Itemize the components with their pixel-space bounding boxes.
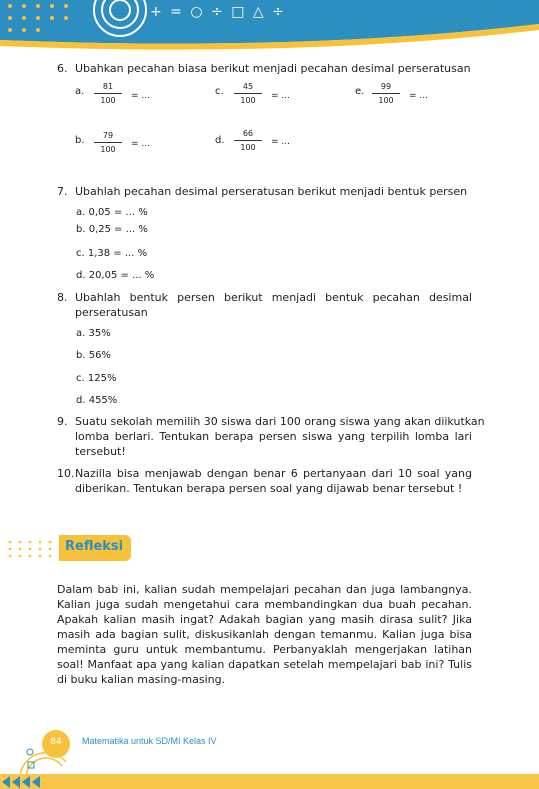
- question-text-line2: lomba berlari. Tentukan berapa persen siswa yang terpilih lomba lari: [75, 430, 472, 443]
- question-text-line3: tersebut!: [75, 445, 126, 458]
- numerator: 66: [242, 129, 254, 138]
- fraction: [94, 131, 122, 154]
- option-label: c.: [215, 86, 224, 97]
- question-number: 8.: [57, 291, 68, 304]
- list-item: b. 56%: [76, 350, 111, 361]
- list-item: a. 0,05 = ... %: [76, 207, 148, 218]
- fraction: [234, 129, 262, 152]
- option-label: a.: [75, 86, 85, 97]
- numerator: 99: [380, 82, 392, 91]
- section-title: Refleksi: [65, 539, 124, 554]
- question-10: [57, 466, 472, 498]
- header-symbols: + = ○ ÷ □ △ ÷: [150, 4, 286, 20]
- fraction: [94, 82, 122, 105]
- question-number: 9.: [57, 415, 68, 428]
- fraction: [234, 82, 262, 105]
- list-item: c. 1,38 = ... %: [76, 248, 148, 259]
- equals-blank: = ...: [131, 139, 150, 149]
- question-number: 10.: [57, 467, 75, 480]
- section-heading: [59, 535, 131, 561]
- fraction: [372, 82, 400, 105]
- question-text: Ubahkan pecahan biasa berikut menjadi pecahan desimal perseratusan: [75, 62, 471, 75]
- question-9: [57, 414, 485, 460]
- list-item: d. 455%: [76, 395, 118, 406]
- numerator: 81: [102, 82, 114, 91]
- question-number: 6.: [57, 62, 68, 75]
- option-label: b.: [75, 135, 85, 146]
- question-number: 7.: [57, 185, 68, 198]
- dot-pattern: [6, 538, 56, 560]
- list-item: c. 125%: [76, 373, 117, 384]
- question-text-line1: Nazilla bisa menjawab dengan benar 6 pertanyaan dari 10 soal yang: [75, 467, 472, 480]
- option-label: d.: [215, 135, 225, 146]
- header-decoration: [0, 0, 539, 50]
- page-number: 84: [50, 737, 62, 747]
- list-item: d. 20,05 = ... %: [76, 270, 155, 281]
- denominator: 100: [240, 143, 256, 152]
- numerator: 45: [242, 82, 254, 91]
- numerator: 79: [102, 131, 114, 140]
- footer-bar: [0, 774, 539, 789]
- list-item: a. 35%: [76, 328, 111, 339]
- equals-blank: = ...: [131, 91, 150, 101]
- denominator: 100: [100, 145, 116, 154]
- denominator: 100: [100, 96, 116, 105]
- option-label: e.: [355, 86, 365, 97]
- question-text-line1: Ubahlah bentuk persen berikut menjadi bentuk pecahan desimal: [75, 291, 472, 304]
- equals-blank: = ...: [271, 91, 290, 101]
- list-item: b. 0,25 = ... %: [76, 224, 148, 235]
- denominator: 100: [378, 96, 394, 105]
- question-text-line2: perseratusan: [75, 306, 148, 319]
- question-text-line2: diberikan. Tentukan berapa persen soal yang dijawab benar tersebut !: [75, 482, 463, 495]
- reflection-paragraph: Dalam bab ini, kalian sudah mempelajari pecahan dan juga lambangnya. Kalian juga sudah mengetahui cara membandingkan dua buah pecahan. Apakah kalian masih ingat? Adakah bagian yang masih dirasa sulit? Jika masih ada bagian sulit, diskusikanlah dengan temanmu. Kalian juga bisa meminta guru untuk membantumu. Perbanyaklah mengerjakan latihan soal! Manfaat apa yang kalian dapatkan setelah mempelajari bab ini? Tulis di buku kalian masing-masing.: [57, 583, 472, 686]
- footer-title: Matematika untuk SD/MI Kelas IV: [82, 736, 217, 746]
- arrow-icon: [2, 776, 46, 788]
- question-text-line1: Suatu sekolah memilih 30 siswa dari 100 orang siswa yang akan diikutkan: [75, 415, 485, 428]
- page-number-badge: [42, 730, 70, 758]
- equals-blank: = ...: [409, 91, 428, 101]
- question-text: Ubahlah pecahan desimal perseratusan berikut menjadi bentuk persen: [75, 185, 468, 198]
- equals-blank: = ...: [271, 137, 290, 147]
- denominator: 100: [240, 96, 256, 105]
